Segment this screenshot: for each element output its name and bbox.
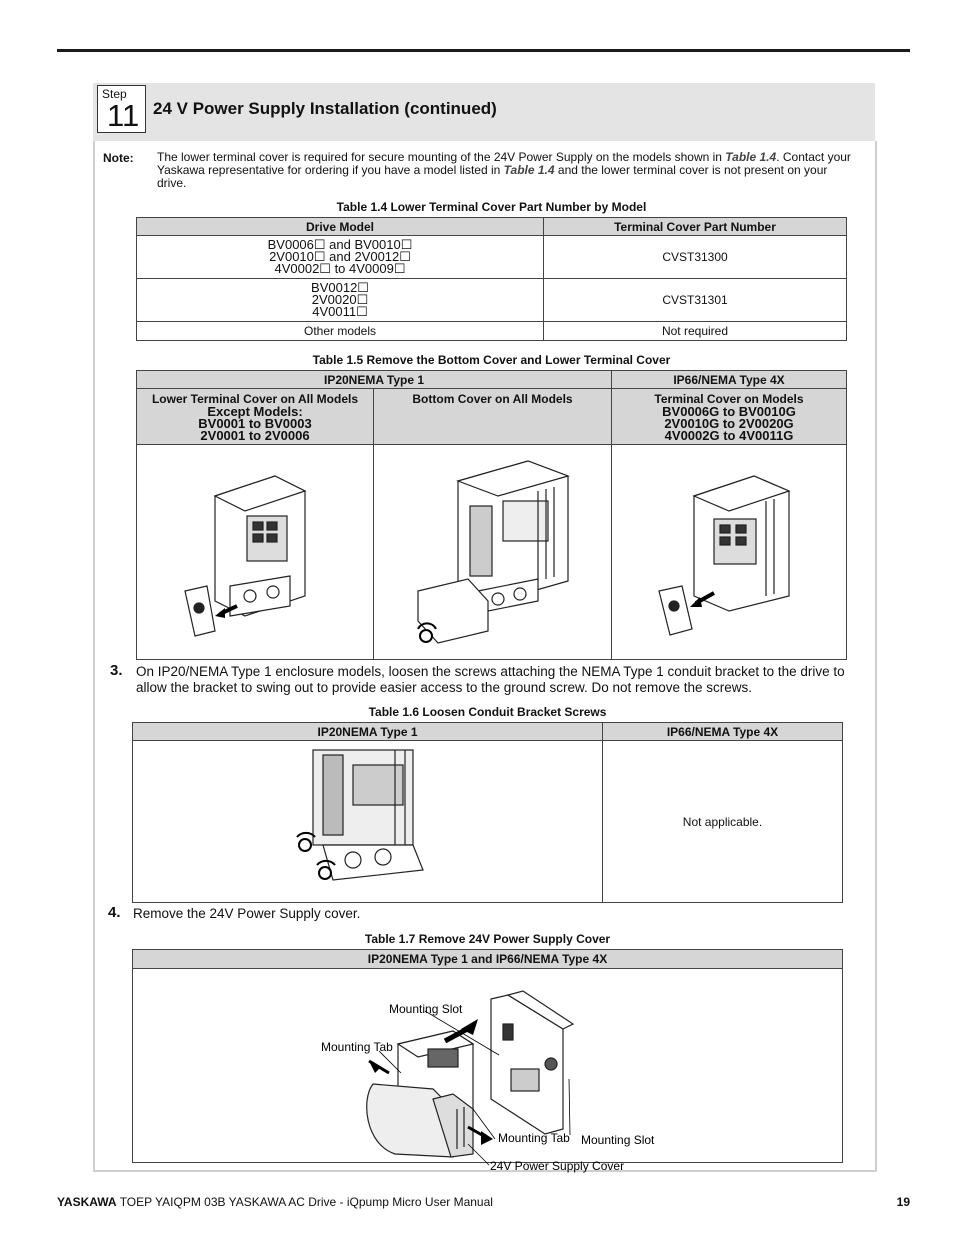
table-caption: Table 1.4 Lower Terminal Cover Part Number by Model xyxy=(336,200,647,214)
drive-model-cell: Other models xyxy=(137,322,544,341)
footer-manual-title: TOEP YAIQPM 03B YASKAWA AC Drive - iQpump Micro User Manual xyxy=(116,1195,493,1209)
table-link[interactable]: Table 1.4 xyxy=(503,163,555,177)
subheader-line: 4V0002G to 4V0011G xyxy=(664,428,794,443)
note-text-a: The lower terminal cover is required for secure mounting of the 24V Power Supply on the models shown in xyxy=(157,150,726,164)
model-line: 4V0002☐ to 4V0009☐ xyxy=(274,261,406,276)
step-label: Step xyxy=(102,87,127,101)
header-rule xyxy=(57,49,910,52)
table-header: IP20NEMA Type 1 xyxy=(133,723,603,741)
part-number-cell: CVST31301 xyxy=(544,279,847,322)
subheader-line: 2V0010G to 2V0020G xyxy=(664,416,794,431)
table-caption: Table 1.7 Remove 24V Power Supply Cover xyxy=(364,932,611,946)
subheader-line: 2V0001 to 2V0006 xyxy=(200,428,310,443)
not-applicable-cell: Not applicable. xyxy=(603,741,843,903)
table-row xyxy=(137,279,847,322)
illustration-cell xyxy=(374,445,612,660)
illustration-cell xyxy=(137,445,374,660)
model-line: 4V0011☐ xyxy=(312,304,368,319)
table-cover-part-numbers xyxy=(136,217,847,341)
subheader-line: Lower Terminal Cover on All Models xyxy=(151,392,359,406)
part-number-cell: CVST31300 xyxy=(544,236,847,279)
footer-brand: YASKAWA xyxy=(57,1195,117,1209)
model-line: 2V0020☐ xyxy=(311,292,369,307)
subheader-line: BV0006G to BV0010G xyxy=(662,404,796,419)
table-subheader xyxy=(137,389,374,445)
table-row xyxy=(137,236,847,279)
illustration-cell xyxy=(133,741,603,903)
step-number-3: 3. xyxy=(110,662,123,679)
model-line: BV0006☐ and BV0010☐ xyxy=(267,237,413,252)
table-caption: Table 1.5 Remove the Bottom Cover and Lower Terminal Cover xyxy=(312,353,671,367)
drive-bottom-cover-illustration xyxy=(408,451,578,651)
table-caption: Table 1.6 Loosen Conduit Bracket Screws xyxy=(368,705,607,719)
label-mounting-slot-right: Mounting Slot xyxy=(581,1133,655,1147)
table-header: IP20NEMA Type 1 xyxy=(137,371,612,389)
note-label: Note: xyxy=(103,151,134,165)
step-4-text: Remove the 24V Power Supply cover. xyxy=(133,906,361,921)
drive-model-cell xyxy=(137,236,544,279)
step-title: 24 V Power Supply Installation (continued) xyxy=(153,99,497,118)
step-box xyxy=(97,85,146,133)
table-subheader xyxy=(374,389,612,445)
table-row xyxy=(137,322,847,341)
step-number: 11 xyxy=(107,98,140,133)
table-header: Drive Model xyxy=(137,218,544,236)
drive-model-cell xyxy=(137,279,544,322)
footer-text xyxy=(57,1195,493,1209)
subheader-line: Except Models: xyxy=(207,404,303,419)
power-supply-cover-illustration xyxy=(133,969,842,1173)
subheader-line: Bottom Cover on All Models xyxy=(412,392,573,406)
label-power-supply-cover: 24V Power Supply Cover xyxy=(490,1159,625,1173)
illustration-cell xyxy=(612,445,847,660)
label-mounting-slot-top: Mounting Slot xyxy=(389,1002,463,1016)
step-3-text: On IP20/NEMA Type 1 enclosure models, loosen the screws attaching the NEMA Type 1 conduit bracket to the drive to allow the bracket to swing out to provide easier access to the ground screw. Do not remove the screws. xyxy=(136,664,845,695)
subheader-line: BV0001 to BV0003 xyxy=(198,416,312,431)
conduit-bracket-illustration xyxy=(283,745,453,895)
note-text xyxy=(157,151,857,190)
note-text-b: . Contact your Yaskawa representative for ordering if you have a model listed in xyxy=(157,150,851,177)
note-text-c: and the lower terminal cover is not present on your drive. xyxy=(157,163,828,190)
table-power-supply-cover xyxy=(132,949,843,1173)
drive-lower-cover-illustration xyxy=(185,456,325,646)
step-number-4: 4. xyxy=(108,904,121,921)
table-subheader xyxy=(612,389,847,445)
table-remove-covers xyxy=(136,370,847,660)
page-number: 19 xyxy=(896,1195,910,1209)
label-mounting-tab-left: Mounting Tab xyxy=(321,1040,393,1054)
drive-terminal-cover-illustration xyxy=(654,461,804,641)
illustration-cell xyxy=(133,969,843,1173)
table-header: Terminal Cover Part Number xyxy=(544,218,847,236)
model-line: BV0012☐ xyxy=(311,280,369,295)
label-mounting-tab-right: Mounting Tab xyxy=(498,1131,570,1145)
table-header: IP66/NEMA Type 4X xyxy=(603,723,843,741)
table-header: IP66/NEMA Type 4X xyxy=(612,371,847,389)
table-header: IP20NEMA Type 1 and IP66/NEMA Type 4X xyxy=(133,950,843,969)
model-line: 2V0010☐ and 2V0012☐ xyxy=(269,249,411,264)
subheader-line: Terminal Cover on Models xyxy=(654,392,804,406)
table-link[interactable]: Table 1.4 xyxy=(725,150,777,164)
part-number-cell: Not required xyxy=(544,322,847,341)
table-conduit-bracket xyxy=(132,722,843,903)
